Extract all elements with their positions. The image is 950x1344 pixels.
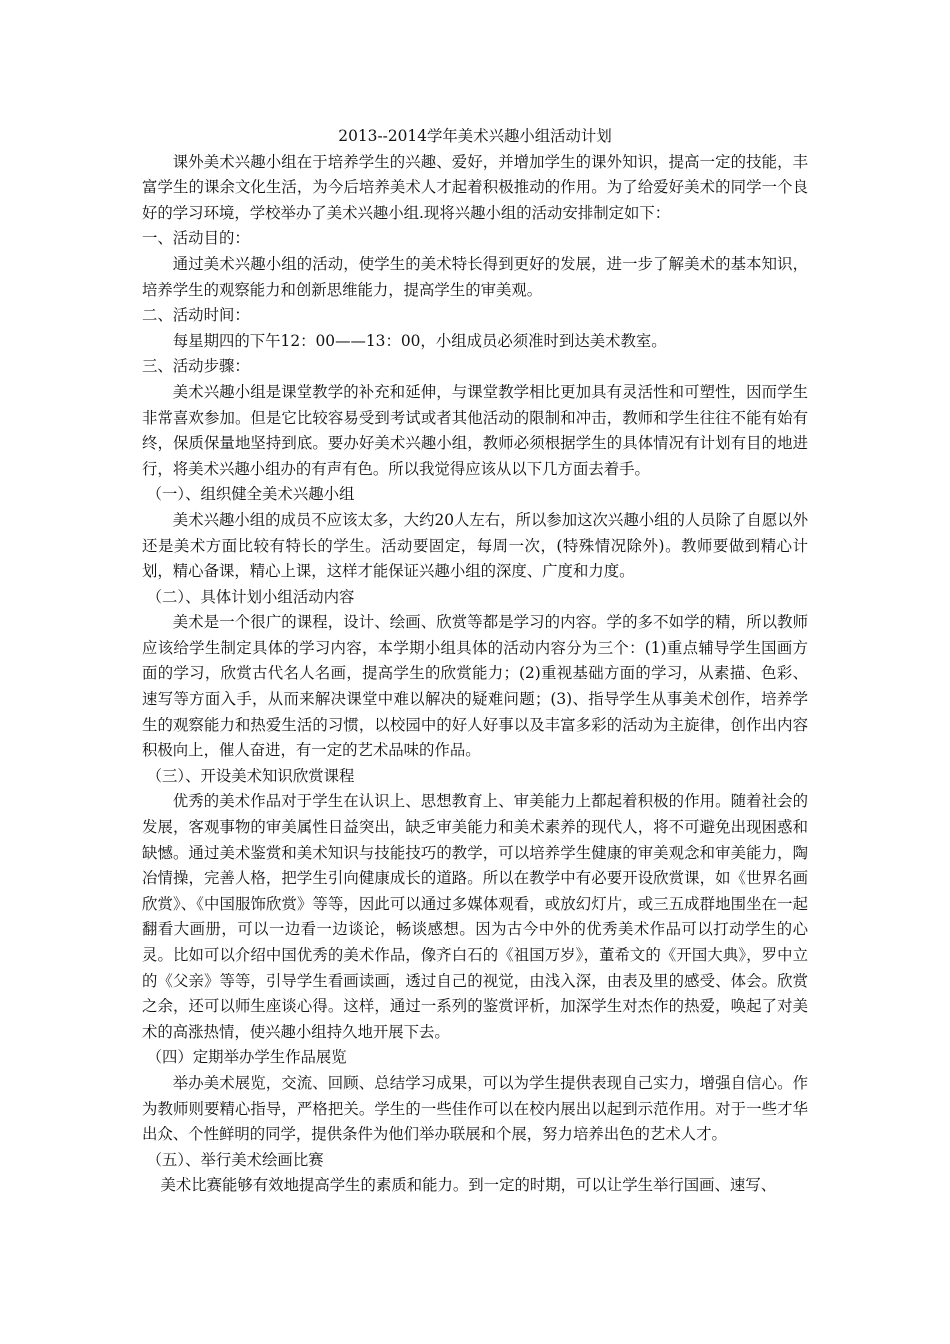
steps-paragraph: 美术兴趣小组是课堂教学的补充和延伸，与课堂教学相比更加具有灵活性和可塑性，因而学生非常喜欢参加。但是它比较容易受到考试或者其他活动的限制和冲击，教师和学生往往不能有始有终，保质保量地坚持到底。要办好美术兴趣小组，教师必须根据学生的具体情况有计划有目的地进行，将美术兴趣小组办的有声有色。所以我觉得应该从以下几方面去着手。 [142, 382, 808, 478]
purpose-paragraph: 通过美术兴趣小组的活动，使学生的美术特长得到更好的发展，进一步了解美术的基本知识，培养学生的观察能力和创新思维能力，提高学生的审美观。 [142, 254, 808, 299]
subsection-heading-3: （三）、开设美术知识欣赏课程 [146, 766, 355, 785]
subsection-heading-2: （二）、具体计划小组活动内容 [146, 587, 355, 606]
subsection-heading-4: （四）定期举办学生作品展览 [146, 1048, 347, 1067]
intro-paragraph: 课外美术兴趣小组在于培养学生的兴趣、爱好，并增加学生的课外知识，提高一定的技能，丰富学生的课余文化生活，为今后培养美术人才起着积极推动的作用。为了给爱好美术的同学一个良好的学习环境，学校举办了美术兴趣小组.现将兴趣小组的活动安排制定如下： [142, 152, 808, 222]
subsection-heading-5: （五）、举行美术绘画比赛 [146, 1150, 324, 1169]
document-title: 2013--2014学年美术兴趣小组活动计划 [338, 127, 612, 145]
subsection-paragraph-4: 举办美术展览，交流、回顾、总结学习成果，可以为学生提供表现自己实力，增强自信心。作为教师则要精心指导，严格把关。学生的一些佳作可以在校内展出以起到示范作用。对于一些才华出众、个性鲜明的同学，提供条件为他们举办联展和个展，努力培养出色的艺术人才。 [142, 1073, 808, 1144]
subsection-paragraph-1: 美术兴趣小组的成员不应该太多，大约20人左右，所以参加这次兴趣小组的人员除了自愿以外还是美术方面比较有特长的学生。活动要固定，每周一次，(特殊情况除外)。教师要做到精心计划，精心备课，精心上课，这样才能保证兴趣小组的深度、广度和力度。 [142, 510, 809, 581]
time-paragraph: 每星期四的下午12：00——13：00，小组成员必须准时到达美术教室。 [172, 331, 667, 350]
subsection-heading-1: （一）、组织健全美术兴趣小组 [146, 485, 355, 504]
document-body [142, 124, 808, 1199]
subsection-paragraph-5: 美术比赛能够有效地提高学生的素质和能力。到一定的时期，可以让学生举行国画、速写、 [160, 1176, 777, 1195]
section-heading-purpose: 一、活动目的： [142, 229, 250, 248]
subsection-paragraph-2: 美术是一个很广的课程，设计、绘画、欣赏等都是学习的内容。学的多不如学的精，所以教师应该给学生制定具体的学习内容，本学期小组具体的活动内容分为三个：(1)重点辅导学生国画方面的学习，欣赏古代名人名画，提高学生的欣赏能力；(2)重视基础方面的学习，从素描、色彩、速写等方面入手，从而来解决课堂中难以解决的疑难问题；(3)、指导学生从事美术创作，培养学生的观察能力和热爱生活的习惯，以校园中的好人好事以及丰富多彩的活动为主旋律，创作出内容积极向上，催人奋进，有一定的艺术品味的作品。 [142, 613, 808, 760]
section-heading-steps: 三、活动步骤： [142, 357, 250, 376]
section-heading-time: 二、活动时间： [142, 306, 250, 325]
subsection-paragraph-3: 优秀的美术作品对于学生在认识上、思想教育上、审美能力上都起着积极的作用。随着社会的发展，客观事物的审美属性日益突出，缺乏审美能力和美术素养的现代人，将不可避免出现困惑和缺憾。通过美术鉴赏和美术知识与技能技巧的教学，可以培养学生健康的审美观念和审美能力，陶冶情操，完善人格，把学生引向健康成长的道路。所以在教学中有必要开设欣赏课，如《世界名画欣赏》、《中国服饰欣赏》等等，因此可以通过多媒体观看，或放幻灯片，或三五成群地围坐在一起翻看大画册，可以一边看一边谈论，畅谈感想。因为古今中外的优秀美术作品可以打动学生的心灵。比如可以介绍中国优秀的美术作品，像齐白石的《祖国万岁》，董希文的《开国大典》，罗中立的《父亲》等等，引导学生看画读画，透过自己的视觉，由浅入深，由表及里的感受、体会。欣赏之余，还可以师生座谈心得。这样，通过一系列的鉴赏评析，加深学生对杰作的热爱，唤起了对美术的高涨热情，使兴趣小组持久地开展下去。 [142, 792, 808, 1041]
